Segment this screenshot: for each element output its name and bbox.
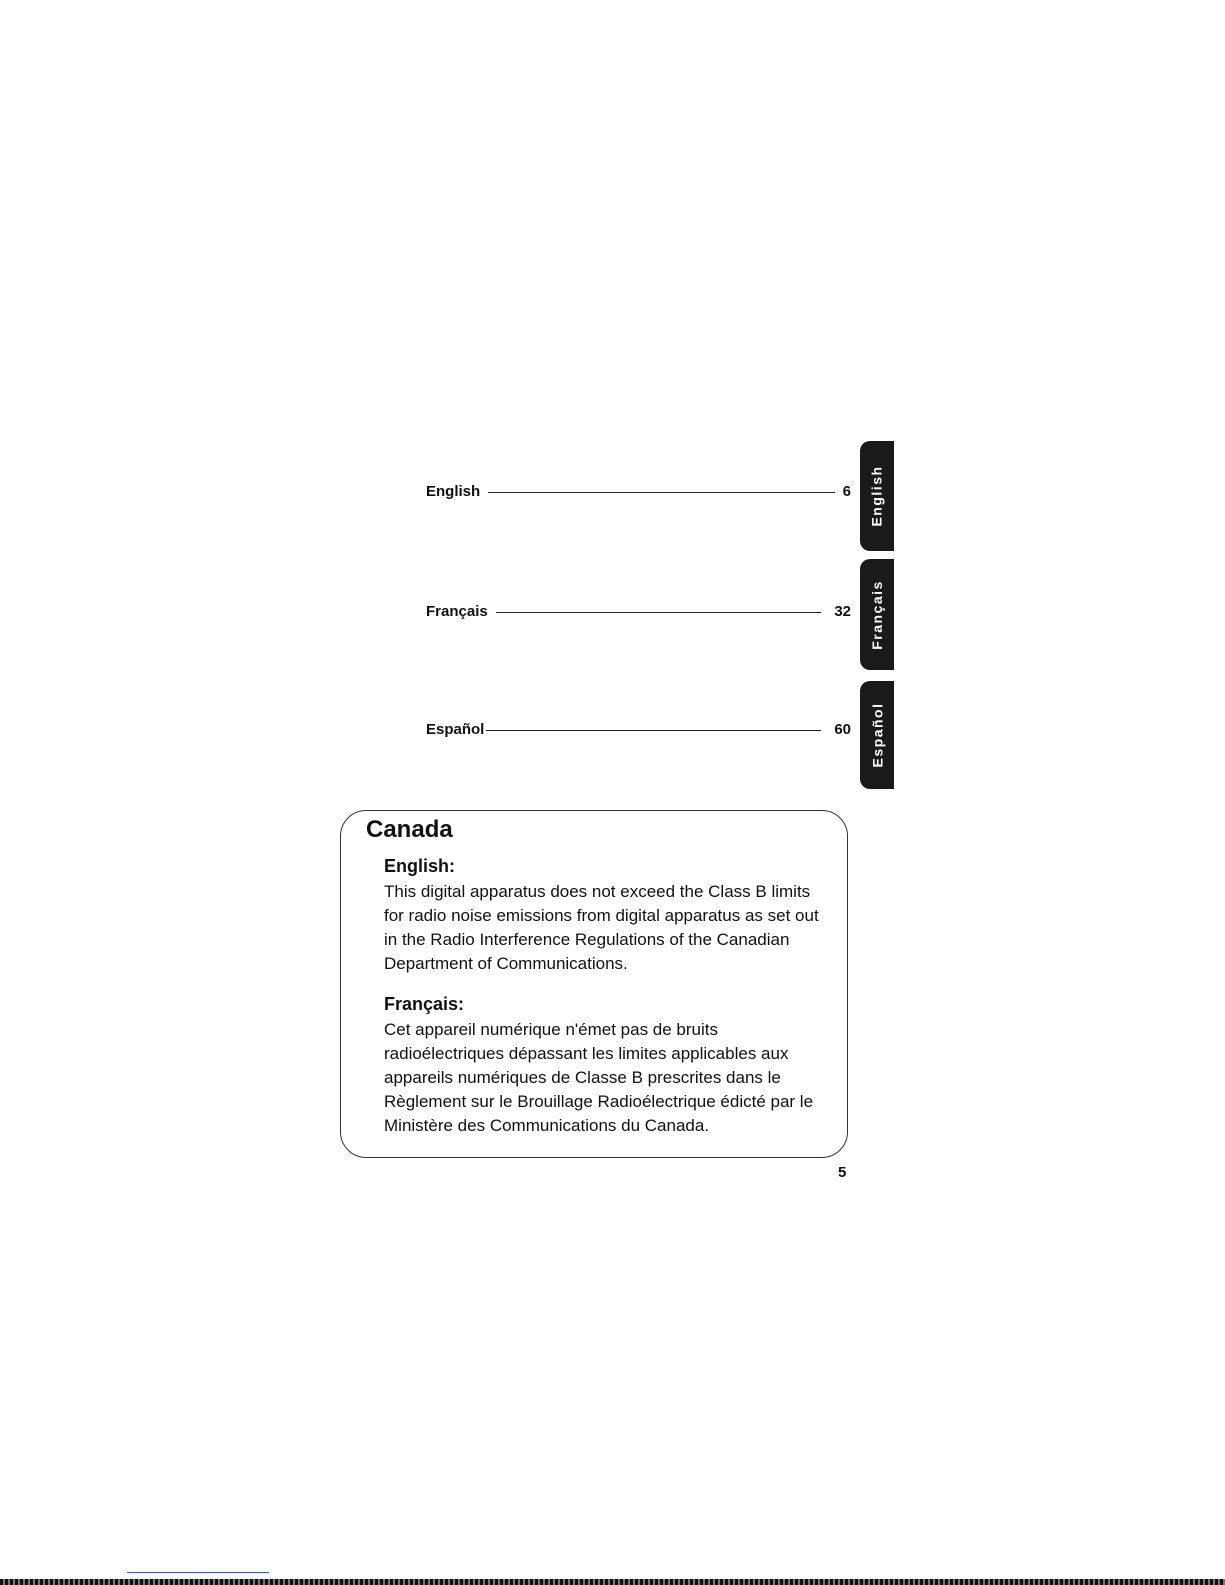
- toc-entry-english[interactable]: [426, 482, 851, 502]
- notice-heading-english: English:: [384, 856, 455, 876]
- scan-edge-border: [0, 1579, 1225, 1585]
- toc-label: Español: [426, 720, 492, 740]
- toc-label: Français: [426, 602, 496, 622]
- toc-entry-francais[interactable]: [426, 602, 851, 622]
- toc-leader-line: [488, 492, 835, 493]
- tab-english[interactable]: [860, 441, 894, 551]
- toc-leader-line: [496, 612, 821, 613]
- tab-label: English: [869, 465, 885, 527]
- notice-title: Canada: [366, 816, 453, 843]
- notice-body-english: This digital apparatus does not exceed the Class B limits for radio noise emissions from digital apparatus as set out in the Radio Interference Regulations of the Canadian Department of Communications.: [384, 882, 819, 973]
- canada-notice-box: [340, 810, 848, 1158]
- tab-label: Español: [869, 702, 885, 768]
- tab-francais[interactable]: [860, 559, 894, 670]
- toc-entry-espanol[interactable]: [426, 720, 851, 740]
- toc-page-number: 60: [834, 721, 851, 738]
- toc-page-number: 6: [842, 483, 851, 500]
- toc-page-number: 32: [834, 603, 851, 620]
- page-number: 5: [838, 1164, 847, 1181]
- notice-body-francais: Cet appareil numérique n'émet pas de bruits radioélectriques dépassant les limites applicables aux appareils numériques de Classe B prescrites dans le Règlement sur le Brouillage Radioélectrique édicté par le Ministère des Communications du Canada.: [384, 1020, 814, 1135]
- toc-label: English: [426, 482, 488, 502]
- notice-heading-francais: Français:: [384, 994, 465, 1014]
- toc-leader-line: [486, 730, 821, 731]
- tab-label: Français: [869, 579, 885, 650]
- notice-section-francais: [384, 991, 834, 1138]
- scan-artifact-line: [127, 1572, 269, 1573]
- notice-section-english: [384, 853, 834, 976]
- tab-espanol[interactable]: [860, 681, 894, 789]
